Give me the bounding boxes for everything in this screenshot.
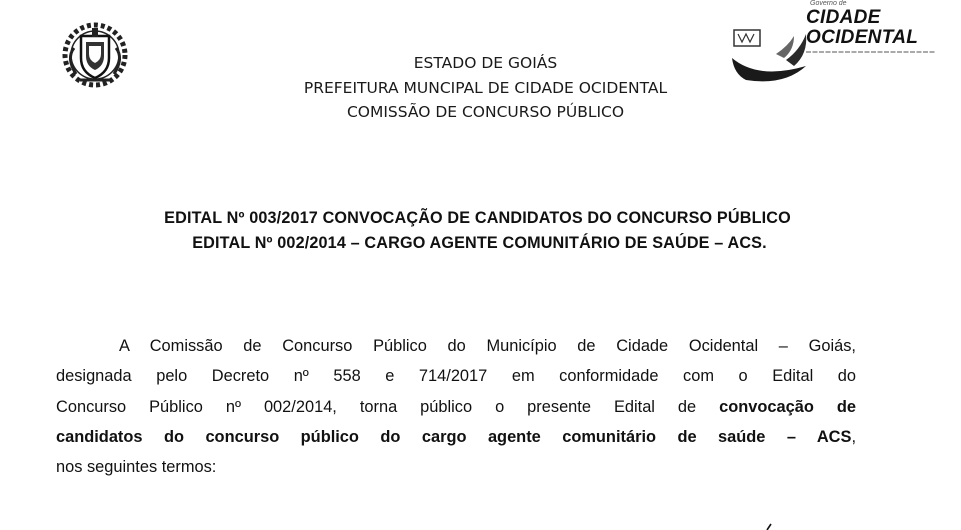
body-line-4-bold: candidatos do concurso público do cargo agente comunitário de saúde – ACS <box>56 427 852 446</box>
cropped-text-fragment <box>764 522 774 530</box>
body-line-3 <box>56 392 856 422</box>
body-line-4-text: , <box>851 427 856 446</box>
logo-slogan-graphic <box>806 49 936 55</box>
title-line-2: EDITAL Nº 002/2014 – CARGO AGENTE COMUNITÁRIO DE SAÚDE – ACS. <box>192 233 767 252</box>
header-prefecture: PREFEITURA MUNCIPAL DE CIDADE OCIDENTAL <box>303 78 668 97</box>
title-line-1: EDITAL Nº 003/2017 CONVOCAÇÃO DE CANDIDATOS DO CONCURSO PÚBLICO <box>164 209 791 227</box>
body-line-1: A Comissão de Concurso Público do Município de Cidade Ocidental – Goiás, <box>119 337 856 355</box>
logo-name <box>806 8 918 48</box>
header-commission: COMISSÃO DE CONCURSO PÚBLICO <box>346 103 625 121</box>
body-line-3-bold: convocação de <box>719 397 856 416</box>
body-line-3-text: Concurso Público nº 002/2014, torna público o presente Edital de <box>56 397 720 416</box>
edital-title <box>0 206 961 255</box>
logo-small-text: Governo de <box>810 0 847 7</box>
logo-name-line1: CIDADE <box>806 7 881 28</box>
logo-name-line2: OCIDENTAL <box>806 27 919 48</box>
body-line-4 <box>56 422 856 452</box>
header-state: ESTADO DE GOIÁS <box>413 54 558 72</box>
body-line-2: designada pelo Decreto nº 558 e 714/2017 em conformidade com o Edital do <box>56 367 856 386</box>
body-paragraph <box>56 331 856 482</box>
body-line-5: nos seguintes termos: <box>56 458 217 477</box>
